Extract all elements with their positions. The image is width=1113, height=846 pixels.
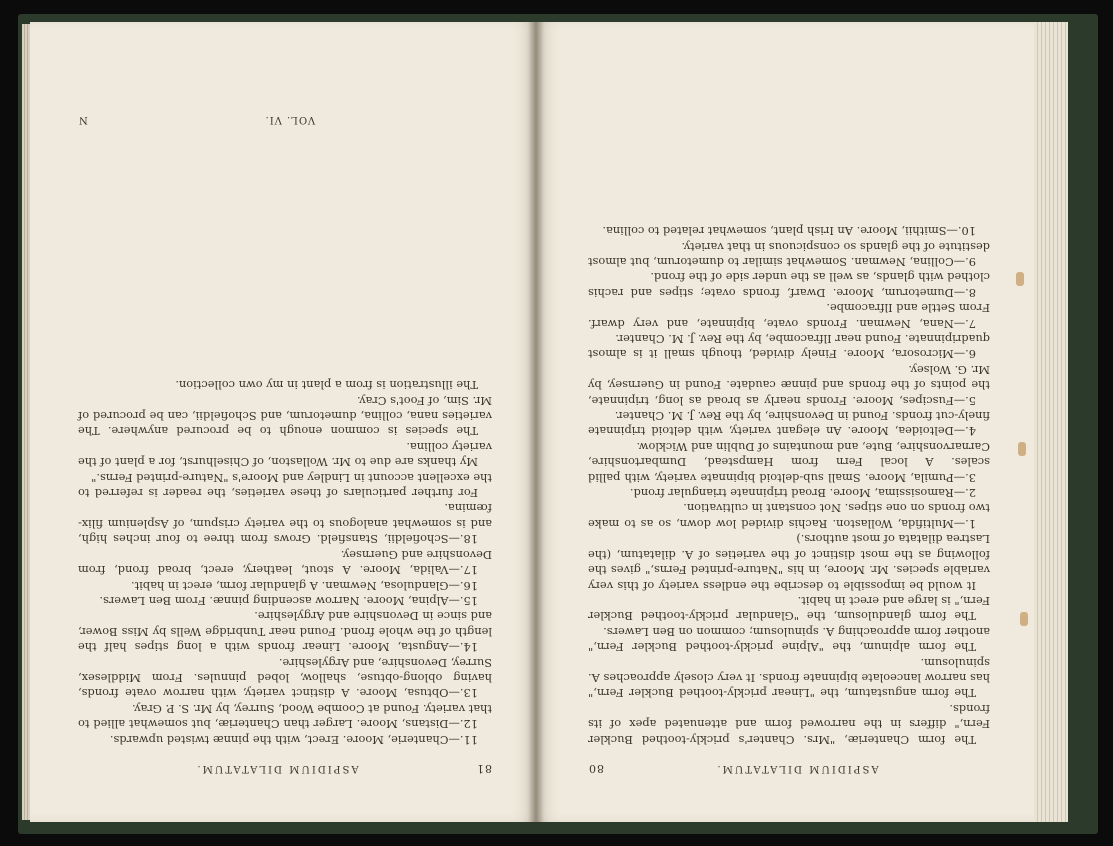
- gutter-shadow: [528, 22, 544, 822]
- left-page-content: [30, 22, 536, 822]
- paragraph: 12.—Distans, Moore. Larger than Chanteriæ, but somewhat allied to that variety. Found at Coombe Wood, Surrey, by Mr. S. P. Gray.: [78, 701, 492, 732]
- signature-mark: N: [78, 114, 88, 125]
- left-paragraphs: [78, 377, 492, 747]
- paragraph: The species is common enough to be procured anywhere. The varieties nana, collina, dumetorum, and Schofieldii, can be procured of Mr. Sim, of Foot's Cray.: [78, 393, 492, 439]
- paragraph: 10.—Smithii, Moore. An Irish plant, somewhat related to collina.: [602, 224, 976, 239]
- paragraph: The form glandulosum, the "Glandular prickly-toothed Buckler Fern," is large and erect in habit.: [588, 593, 990, 624]
- paragraph: 1.—Multifida, Wollaston. Rachis divided low down, so as to make two fronds on one stipes. Not constant in cultivation.: [588, 501, 990, 531]
- paragraph: 3.—Pumila, Moore. Small sub-deltoid bipinnate variety, with pallid scales. A local Fern from Hampstead, Dumbartonshire, Carnarvonshire, Bute, and mountains of Dublin and Wicklow.: [588, 439, 990, 485]
- paragraph: 4.—Deltoidea, Moore. An elegant variety, with deltoid tripinnate finely-cut fronds. Found in Devonshire, by the Rev. J. M. Chanter.: [588, 409, 990, 439]
- foxing-spot: [1020, 612, 1028, 626]
- paragraph: 11.—Chanterie, Moore. Erect, with the pinnæ twisted upwards.: [109, 732, 478, 747]
- right-text-block: [588, 223, 990, 776]
- paragraph: It would be impossible to describe the endless variety of this very variable species. Mr. Moore, in his "Nature-printed Ferns," gives the following as the most distinct of the varieties of A. dilatatum, (the Lastrea dilatata of most authors.): [588, 532, 990, 593]
- left-running-title: ASPIDIUM DILATATUM.: [195, 763, 359, 774]
- paragraph: 13.—Obtusa, Moore. A distinct variety, with narrow ovate fronds, having oblong-obtuse, shallow, lobed pinnules. From Middlesex, Surrey, Devonshire, and Argyleshire.: [78, 655, 492, 701]
- paragraph: 16.—Glandulosa, Newman. A glandular form, erect in habit.: [131, 578, 478, 593]
- volume-mark: VOL. VI.: [264, 114, 316, 125]
- foxing-spot: [1016, 272, 1024, 286]
- paragraph: The form alpinum, the "Alpine prickly-toothed Buckler Fern," another form approaching A. spinulosum; common on Ben Lawers.: [588, 624, 990, 655]
- paragraph: 9.—Collina, Newman. Somewhat similar to dumetorum, but almost destitute of the glands so conspicuous in that variety.: [588, 239, 990, 269]
- paragraph: For further particulars of these varieties, the reader is referred to the excellent account in Lindley and Moore's "Nature-printed Ferns.": [78, 470, 492, 501]
- paragraph: 6.—Microsora, Moore. Finely divided, though small it is almost quadripinnate. Found near Ilfracombe, by the Rev. J. M. Chanter.: [588, 332, 990, 362]
- left-page-edges: [22, 24, 30, 820]
- right-running-title: ASPIDIUM DILATATUM.: [715, 763, 879, 774]
- left-text-block: [78, 377, 492, 776]
- foxing-spot: [1018, 442, 1026, 456]
- paragraph: 14.—Angusta, Moore. Linear fronds with a long stipes half the length of the whole frond. Found near Tunbridge Wells by Miss Bower, and since in Devonshire and Argyleshire.: [78, 609, 492, 655]
- paragraph: My thanks are due to Mr. Wollaston, of Chiselhurst, for a plant of the variety collina.: [78, 439, 492, 470]
- paragraph: 2.—Ramosissima, Moore. Broad tripinnate triangular frond.: [629, 486, 976, 501]
- paragraph: The form angustatum, the "Linear prickly-toothed Buckler Fern," has narrow lanceolate bipinnate fronds. It very closely approaches A. spinulosum.: [588, 655, 990, 701]
- paragraph: 5.—Fuscipes, Moore. Fronds nearly as broad as long, tripinnate, the points of the fronds and pinnæ caudate. Found in Guernsey, by Mr. G. Wolsey.: [588, 362, 990, 408]
- right-paragraphs: [588, 223, 990, 747]
- paragraph: The form Chanteriæ, "Mrs. Chanter's prickly-toothed Buckler Fern," differs in the narrowed form and attenuated apex of its fronds.: [588, 701, 990, 747]
- paragraph: 7.—Nana, Newman. Fronds ovate, bipinnate, and very dwarf. From Settle and Ilfracombe.: [588, 301, 990, 331]
- right-page: [536, 22, 1034, 822]
- paragraph: The illustration is from a plant in my own collection.: [175, 378, 478, 393]
- right-page-number: 80: [588, 762, 605, 775]
- left-page: [30, 22, 536, 822]
- paragraph: 17.—Valida, Moore. A stout, leathery, erect, broad frond, from Devonshire and Guernsey.: [78, 547, 492, 578]
- left-page-number: 81: [476, 762, 492, 775]
- paragraph: 15.—Alpina, Moore. Narrow ascending pinnæ. From Ben Lawers.: [99, 593, 478, 608]
- right-page-content: [536, 22, 1034, 822]
- paragraph: 8.—Dumetorum, Moore. Dwarf, fronds ovate; stipes and rachis clothed with glands, as well as the under side of the frond.: [588, 270, 990, 300]
- left-running-head: [78, 761, 492, 776]
- right-running-head: [588, 761, 990, 776]
- right-page-edges: [1034, 22, 1068, 822]
- paragraph: 18.—Schofieldii, Stansfield. Grows from three to four inches high, and is somewhat analogous to the variety crispum, of Asplenium filix-fœmina.: [78, 501, 492, 547]
- left-footer: [78, 114, 492, 125]
